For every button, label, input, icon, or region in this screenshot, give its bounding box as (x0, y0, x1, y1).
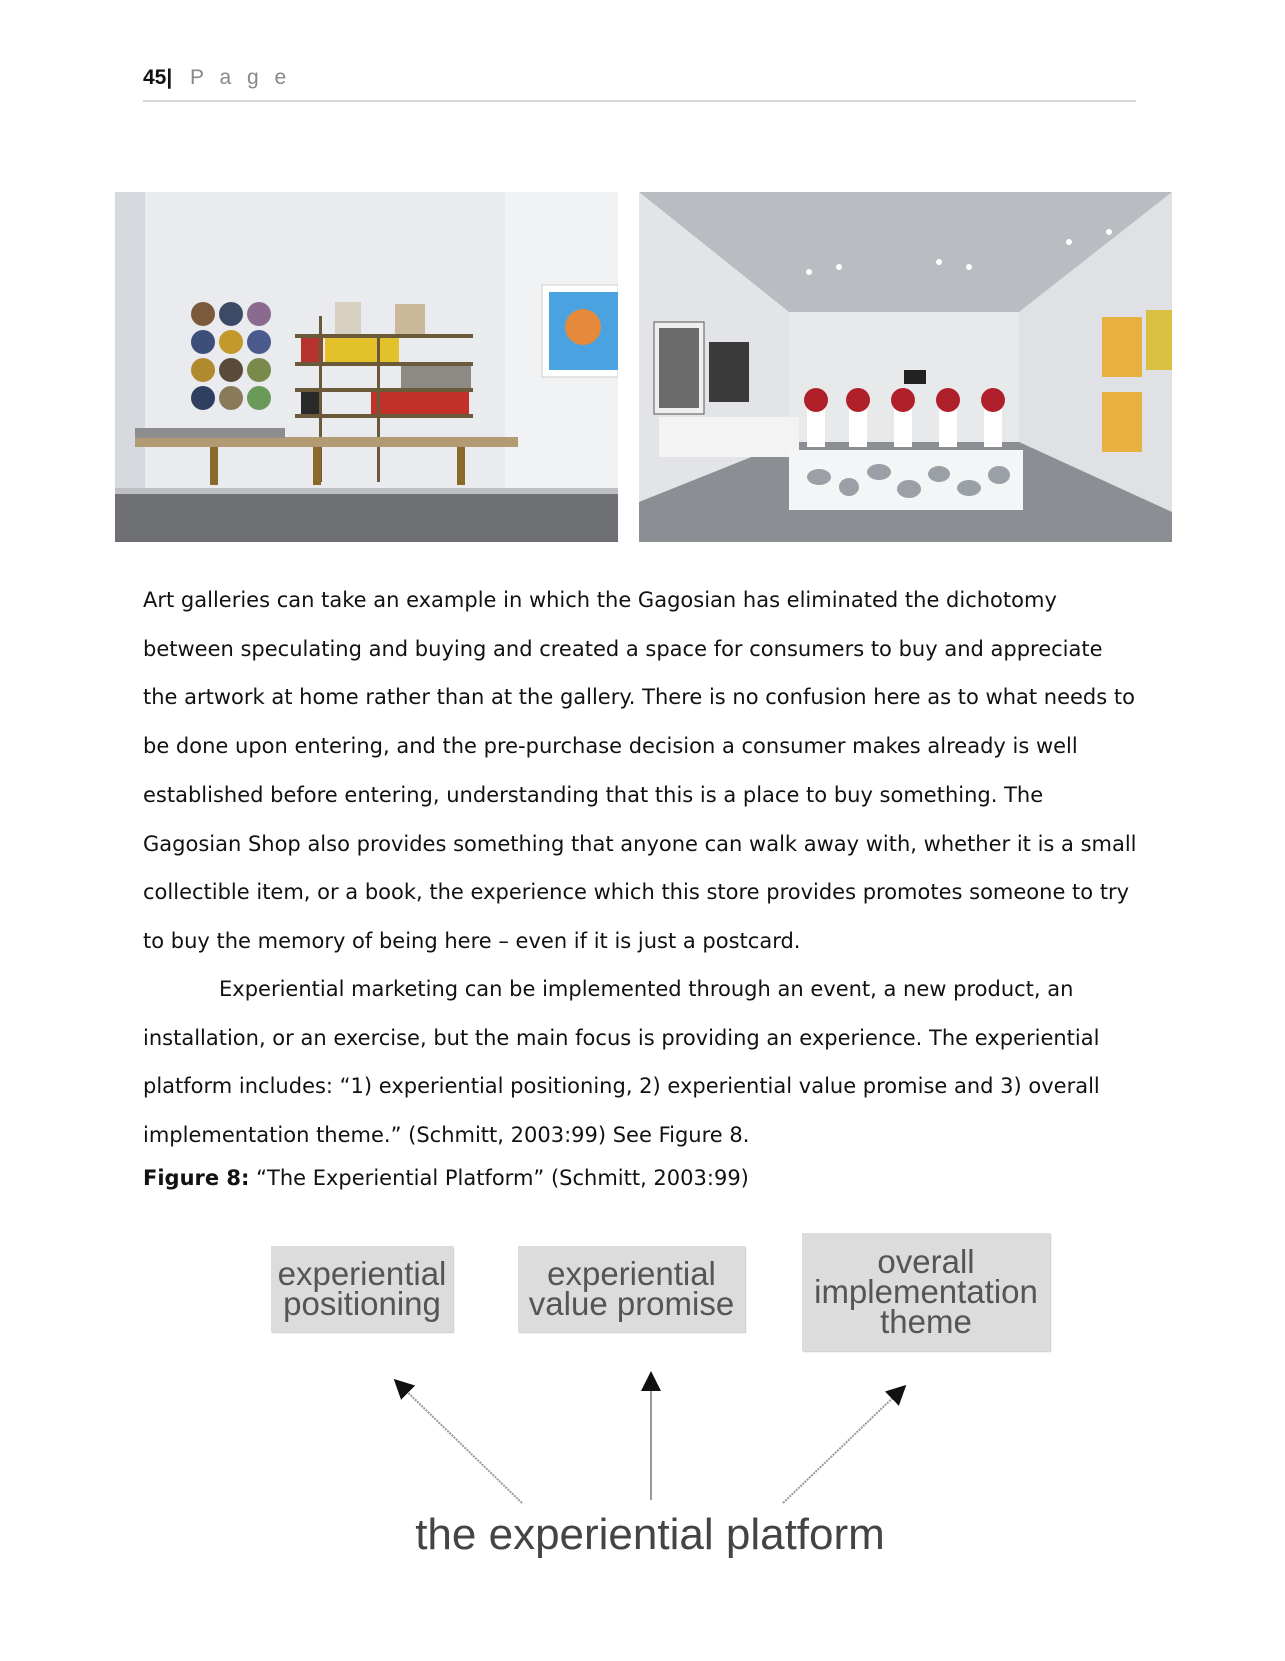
box-experiential-value-promise (518, 1246, 745, 1332)
box-line: positioning (283, 1285, 441, 1322)
arrow-right (783, 1389, 902, 1503)
arrow-left (398, 1383, 522, 1503)
figure-title: “The Experiential Platform” (Schmitt, 2003:99) (249, 1166, 749, 1190)
gallery-shop-photo-right (639, 192, 1172, 542)
box-line: overall (877, 1243, 975, 1280)
paragraph-2: Experiential marketing can be implemented through an event, a new product, an installation, or an exercise, but the main focus is providing an experience. The experiential platform includes: “1) experiential positioning, 2) experiential value promise and 3) overall implementation theme.” (Schmitt, 2003:99) See Figure 8. (143, 977, 1100, 1148)
figure-label: Figure 8: (143, 1166, 250, 1190)
page-number: 45| (143, 66, 173, 89)
box-line: implementation (814, 1273, 1038, 1310)
box-overall-implementation-theme (802, 1233, 1050, 1351)
page-word: P a g e (190, 66, 292, 89)
box-experiential-positioning (271, 1246, 453, 1332)
experiential-platform-label: the experiential platform (415, 1510, 885, 1559)
gallery-shop-photo-left (115, 192, 618, 542)
box-line: experiential (547, 1255, 716, 1292)
framed-artwork (542, 285, 618, 377)
box-line: theme (880, 1303, 972, 1340)
display-table (789, 450, 1023, 510)
box-line: value promise (528, 1285, 735, 1322)
box-line: experiential (277, 1255, 447, 1292)
paragraph-1: Art galleries can take an example in which the Gagosian has eliminated the dichotomy between speculating and buying and created a space for consumers to buy and appreciate the artwork at home rather than at the gallery. There is no confusion here as to what needs to be done upon entering, and the pre-purchase decision a consumer makes already is well established before entering, understanding that this is a place to buy something. The Gagosian Shop also provides something that anyone can walk away with, whether it is a small collectible item, or a book, the experience which this store provides promotes someone to try to buy the memory of being here – even if it is just a postcard. (143, 588, 1137, 953)
gallery-interior-illustration (639, 192, 1172, 542)
figure-caption (143, 1166, 749, 1190)
shelf-wall-illustration (115, 192, 618, 542)
page-header (143, 62, 1136, 102)
